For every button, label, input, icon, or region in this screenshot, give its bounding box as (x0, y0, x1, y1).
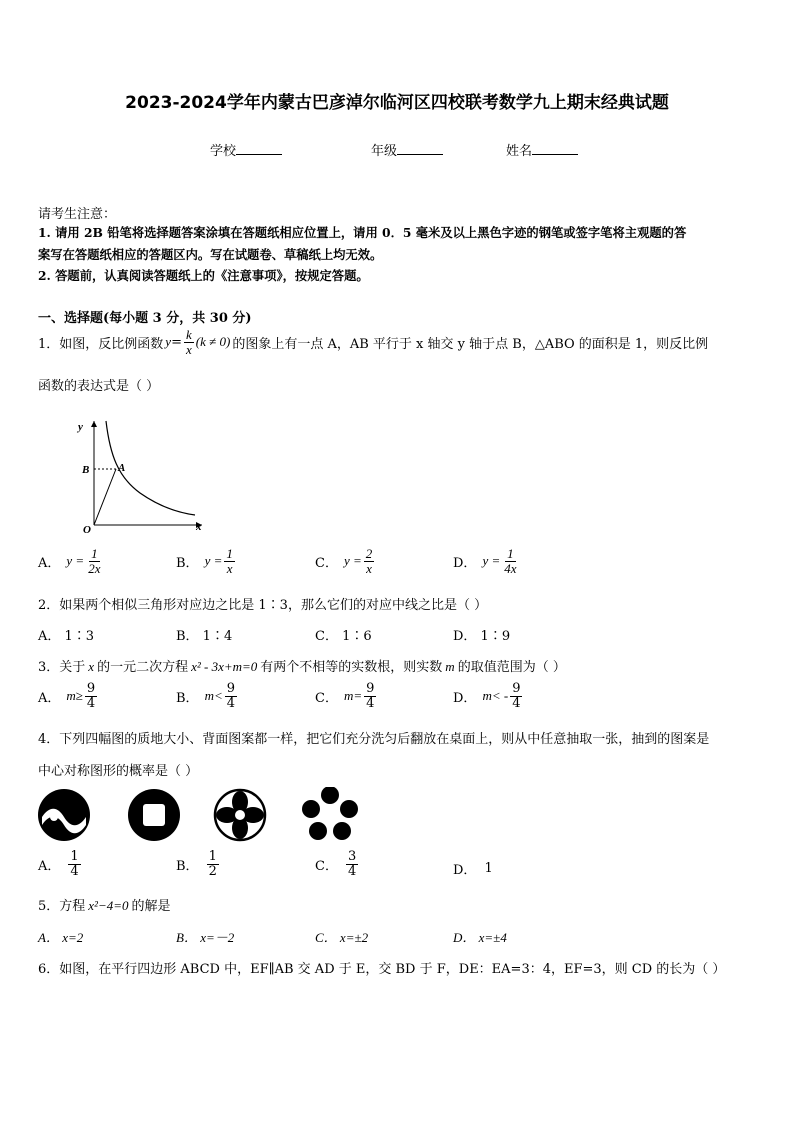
option-lhs: m= (343, 688, 363, 704)
q1-option-a[interactable] (38, 547, 104, 575)
option-value: 1 (484, 861, 493, 876)
frac-num: 1 (208, 849, 217, 864)
y-arrow-icon (91, 421, 97, 427)
frac-num: 3 (347, 849, 357, 864)
option-fraction (68, 850, 80, 878)
page-title: 2023-2024学年内蒙古巴彦淖尔临河区四校联考数学九上期末经典试题 (125, 93, 669, 113)
frac-den: 4 (366, 695, 375, 711)
frac-den: 4 (226, 695, 236, 711)
option-label: B． (176, 858, 199, 874)
frac-num: 9 (366, 681, 375, 696)
q3-text-a: 3．关于 (38, 660, 86, 675)
notice-item-2: 2. 答题前，认真阅读答题纸上的《注意事项》，按规定答题。 (38, 268, 369, 283)
q1-rest: 的图象上有一点 A，AB 平行于 x 轴交 y 轴于点 B，△ABO 的面积是 1，则反比例 (232, 336, 709, 352)
q3-option-c[interactable] (315, 682, 378, 710)
school-blank[interactable] (236, 142, 282, 155)
circle-square-icon (126, 787, 182, 843)
q5-option-d[interactable]: D． x=±4 (453, 930, 507, 945)
q3-text-b: 的一元二次方程 (97, 660, 189, 675)
frac-den: 4 (70, 863, 79, 879)
q3-equation: x² - 3x+m=0 (191, 659, 258, 674)
q5-text-a: 5．方程 (38, 899, 86, 914)
option-lhs: m≥ (66, 688, 83, 704)
option-label: B． (176, 555, 199, 571)
q3-option-b[interactable] (176, 682, 239, 710)
option-fraction (225, 682, 237, 710)
frac-num: 1 (91, 546, 98, 561)
segment-oa (94, 469, 116, 525)
x-label: x (196, 521, 202, 533)
frac-den: 2x (88, 560, 101, 576)
frac-num: 1 (226, 546, 233, 561)
q1-line2: 函数的表达式是（ ） (38, 379, 160, 394)
option-lhs: y = (343, 553, 362, 569)
option-fraction (502, 547, 518, 575)
grade-label: 年级 (371, 144, 398, 159)
q5-option-b[interactable]: B． x=－2 (176, 930, 235, 945)
question-6: 6．如图，在平行四边形 ABCD 中，EF∥AB 交 AD 于 E，交 BD 于 F，DE：EA=3：4，EF=3，则 CD 的长为（ ） (38, 962, 726, 977)
a-label: A (118, 462, 126, 474)
question-3 (38, 656, 566, 675)
q1-fraction (184, 328, 194, 356)
question-4-line2: 中心对称图形的概率是（ ） (38, 764, 199, 779)
option-lhs: m< (204, 688, 223, 704)
option-fraction (85, 682, 97, 710)
school-field[interactable] (210, 140, 282, 159)
q4-option-a[interactable] (38, 850, 83, 878)
q4-option-b[interactable] (176, 850, 221, 878)
option-label: C． (315, 858, 338, 874)
q3-text-d: 的取值范围为（ ） (457, 660, 566, 675)
o-label: O (83, 524, 91, 535)
y-label: y (78, 421, 83, 433)
option-label: A． (38, 858, 61, 874)
frac-den: 4 (512, 695, 521, 711)
q1-option-d[interactable] (453, 547, 521, 575)
four-petal-icon (212, 787, 268, 843)
frac-num: 2 (365, 546, 373, 561)
option-label: A． (38, 690, 61, 706)
q1-prefix: 1．如图，反比例函数 (38, 336, 164, 352)
q3-m: m (445, 659, 455, 674)
q3-x: x (88, 659, 95, 674)
option-lhs: y = (482, 553, 501, 569)
q1-eq: = (171, 334, 182, 350)
name-field[interactable] (506, 140, 578, 159)
q4-option-d[interactable] (453, 859, 493, 878)
frac-den: 4 (86, 695, 96, 711)
q2-option-c[interactable]: C． 1∶6 (315, 629, 372, 644)
question-2: 2．如果两个相似三角形对应边之比是 1∶3，那么它们的对应中线之比是（ ） (38, 598, 488, 613)
option-label: B． (176, 690, 199, 706)
section-heading: 一、选择题(每小题 3 分，共 30 分) (38, 311, 252, 326)
q1-frac-num: k (185, 327, 192, 342)
option-fraction (224, 547, 235, 575)
frac-den: x (366, 560, 372, 576)
option-label: C． (315, 690, 338, 706)
option-fraction (207, 850, 219, 878)
question-1 (38, 328, 708, 356)
q3-option-a[interactable] (38, 682, 99, 710)
notice-item-1b: 案写在答题纸相应的答题区内。写在试题卷、草稿纸上均无效。 (38, 247, 383, 262)
q1-option-b[interactable] (176, 547, 237, 575)
frac-num: 9 (86, 681, 96, 696)
notice-heading: 请考生注意： (38, 207, 117, 222)
name-label: 姓名 (506, 144, 533, 159)
option-fraction (364, 682, 376, 710)
grade-field[interactable] (371, 140, 443, 159)
question-5 (38, 895, 171, 914)
frac-num: 1 (507, 546, 514, 561)
q1-option-c[interactable] (315, 547, 376, 575)
frac-den: 4 (347, 863, 357, 879)
option-label: D． (453, 690, 477, 706)
frac-num: 1 (70, 849, 79, 864)
option-label: C． (315, 555, 338, 571)
option-fraction (346, 850, 358, 878)
q1-graph (70, 415, 210, 535)
q3-text-c: 有两个不相等的实数根，则实数 (260, 660, 443, 675)
q5-equation: x²−4=0 (88, 898, 129, 913)
q1-frac-den: x (185, 341, 192, 357)
school-label: 学校 (210, 144, 237, 159)
q1-condition: (k ≠ 0) (195, 334, 231, 350)
q2-option-d[interactable]: D． 1∶9 (453, 629, 511, 644)
q2-option-b[interactable]: B． 1∶4 (176, 629, 233, 644)
question-4-line1: 4．下列四幅图的质地大小、背面图案都一样，把它们充分洗匀后翻放在桌面上，则从中任意抽取一张，抽到的图案是 (38, 732, 710, 747)
option-label: D． (453, 863, 477, 878)
frac-den: 4x (504, 560, 517, 576)
option-label: A． (38, 555, 61, 571)
frac-den: 2 (208, 863, 217, 879)
q5-option-a[interactable]: A． x=2 (38, 930, 84, 945)
q5-text-b: 的解是 (131, 899, 171, 914)
q5-option-c[interactable]: C． x=±2 (315, 930, 369, 945)
option-fraction (510, 682, 522, 710)
frac-num: 9 (512, 681, 521, 696)
option-lhs: y = (66, 553, 85, 569)
q3-option-d[interactable] (453, 682, 524, 710)
name-blank[interactable] (532, 142, 578, 155)
q4-option-c[interactable] (315, 850, 360, 878)
frac-num: 9 (226, 681, 236, 696)
q1-y: y (165, 334, 172, 350)
pentagon-flower-icon (302, 787, 358, 843)
option-fraction (364, 547, 375, 575)
option-lhs: m< - (482, 688, 509, 704)
yin-yang-wave-icon (36, 787, 92, 843)
notice-item-1a: 1. 请用 2B 铅笔将选择题答案涂填在答题纸相应位置上，请用 0．5 毫米及以上黑色字迹的钢笔或签字笔将主观题的答 (38, 225, 687, 240)
q2-option-a[interactable]: A． 1∶3 (38, 629, 95, 644)
option-label: D． (453, 555, 477, 571)
option-fraction (86, 547, 102, 575)
grade-blank[interactable] (397, 142, 443, 155)
frac-den: x (226, 560, 233, 576)
option-lhs: y = (204, 553, 223, 569)
b-label: B (82, 464, 90, 476)
